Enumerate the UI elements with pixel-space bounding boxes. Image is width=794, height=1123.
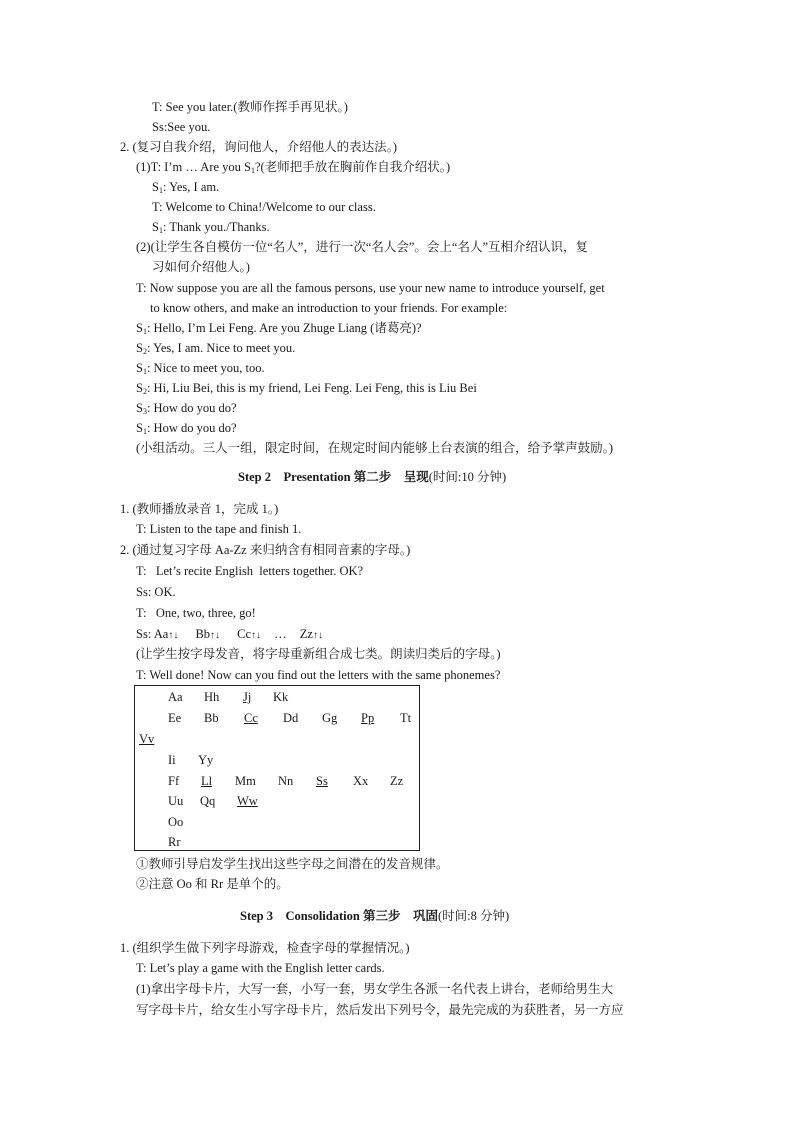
item2-sub1-prefix: (1)T: I’m … Are you S — [136, 160, 251, 174]
dialog-line: $S_2$: Hi, Liu Bei, this is my friend, Lei Feng. Lei Feng, this is Liu Bei — [136, 381, 477, 396]
item2-num: 2. — [120, 140, 130, 154]
step2-item1-t: T: Listen to the tape and finish 1. — [136, 522, 302, 536]
letter-cell: Oo — [168, 815, 184, 829]
letter-cell: Jj — [243, 690, 252, 704]
letter-cell: Hh — [204, 690, 220, 704]
letter-cell: Cc — [244, 711, 258, 725]
item2-t-welcome: T: Welcome to China!/Welcome to our class. — [152, 200, 376, 214]
letter-cell: Uu — [168, 794, 184, 808]
letter-cell: Vv — [139, 732, 155, 746]
letter-cell: Rr — [168, 835, 181, 849]
step3-heading: Step 3 Consolidation 第三步 巩固(时间:8 分钟) — [240, 909, 510, 923]
step2-welldone: T: Well done! Now can you find out the letters with the same phonemes? — [136, 668, 501, 682]
item2-title — [120, 139, 397, 155]
step3-item1: 1. (组织学生做下列字母游戏，检查字母的掌握情况。) — [120, 941, 410, 955]
letter-cell: Qq — [200, 794, 216, 808]
step3-item1-t: T: Let’s play a game with the English letter cards. — [136, 961, 385, 975]
step2-go: T: One, two, three, go! — [136, 606, 256, 620]
letter-cell: Ss — [316, 774, 328, 788]
letter-cell: Yy — [198, 753, 214, 767]
item2-title-text: (复习自我介绍，询问他人，介绍他人的表达法。) — [132, 140, 398, 154]
dialog-line: $S_1$: Nice to meet you, too. — [136, 361, 265, 376]
item2-sub1: (1)T: I’m … Are you $S_1$?(老师把手放在胸前作自我介绍状。) — [136, 160, 451, 175]
letter-cell: Ll — [201, 774, 213, 788]
item2-sub2-line1: (2)(让学生各自模仿一位“名人”，进行一次“名人会”。会上“名人”互相介绍认识，复 — [136, 240, 589, 254]
letter-cell: Ii — [168, 753, 176, 767]
letter-cell: Kk — [273, 690, 289, 704]
item2-s1-b: $S_1$: Thank you./Thanks. — [152, 220, 270, 235]
letter-cell: Aa — [168, 690, 183, 704]
step3-p1-line2: 写字母卡片，给女生小写字母卡片，然后发出下列号令，最先完成的为获胜者，另一方应 — [136, 1003, 624, 1017]
step2-ss-ok: Ss: OK. — [136, 585, 176, 599]
letter-cell: Ww — [237, 794, 258, 808]
intro-line-1: T: See you later.(教师作挥手再见状。) — [152, 100, 348, 114]
letter-cell: Gg — [322, 711, 338, 725]
item2-note: (小组活动。三人一组，限定时间，在规定时间内能够上台表演的组合，给予掌声鼓励。) — [136, 441, 614, 455]
letter-cell: Bb — [204, 711, 219, 725]
item2-suppose-line2: to know others, and make an introduction to your friends. For example: — [150, 301, 508, 315]
letter-cell: Dd — [283, 711, 299, 725]
letter-cell: Ff — [168, 774, 180, 788]
letter-cell: Mm — [235, 774, 256, 788]
letter-cell: Zz — [390, 774, 404, 788]
letter-cell: Tt — [400, 711, 412, 725]
letter-cell: Pp — [361, 711, 375, 725]
item2-s1-a: $S_1$: Yes, I am. — [152, 180, 220, 195]
step2-tip2: ②注意 Oo 和 Rr 是单个的。 — [136, 877, 289, 891]
step2-heading: Step 2 Presentation 第二步 呈现(时间:10 分钟) — [238, 470, 507, 484]
dialog-line: $S_2$: Yes, I am. Nice to meet you. — [136, 341, 296, 356]
intro-line-2: Ss:See you. — [152, 120, 211, 134]
item2-sub2-line2: 习如何介绍他人。) — [152, 260, 250, 274]
letter-cell: Ee — [168, 711, 182, 725]
item2-sub1-suffix: ?(老师把手放在胸前作自我介绍状。) — [254, 160, 451, 174]
step2-ss-letters: Ss: Aa↑↓ Bb↑↓ Cc↑↓ … Zz↑↓ — [136, 627, 323, 641]
dialog-line: $S_1$: Hello, I’m Lei Feng. Are you Zhuge Liang (诸葛亮)? — [136, 321, 422, 336]
letter-cell: Xx — [353, 774, 369, 788]
step2-recite: T: Let’s recite English letters together. OK? — [136, 564, 364, 578]
dialog-line: $S_1$: How do you do? — [136, 421, 237, 436]
step2-item1: 1. (教师播放录音 1，完成 1。) — [120, 502, 279, 516]
item2-suppose-line1: T: Now suppose you are all the famous persons, use your new name to introduce yourself, get — [136, 281, 605, 295]
step2-item2: 2. (通过复习字母 Aa-Zz 来归纳含有相同音素的字母。) — [120, 543, 411, 557]
dialog-line: $S_3$: How do you do? — [136, 401, 237, 416]
step3-p1-line1: (1)拿出字母卡片，大写一套，小写一套，男女学生各派一名代表上讲台，老师给男生大 — [136, 982, 614, 996]
step2-note: (让学生按字母发音，将字母重新组合成七类。朗读归类后的字母。) — [136, 647, 501, 661]
letter-cell: Nn — [278, 774, 294, 788]
step2-tip1: ①教师引导启发学生找出这些字母之间潜在的发音规律。 — [136, 857, 449, 871]
